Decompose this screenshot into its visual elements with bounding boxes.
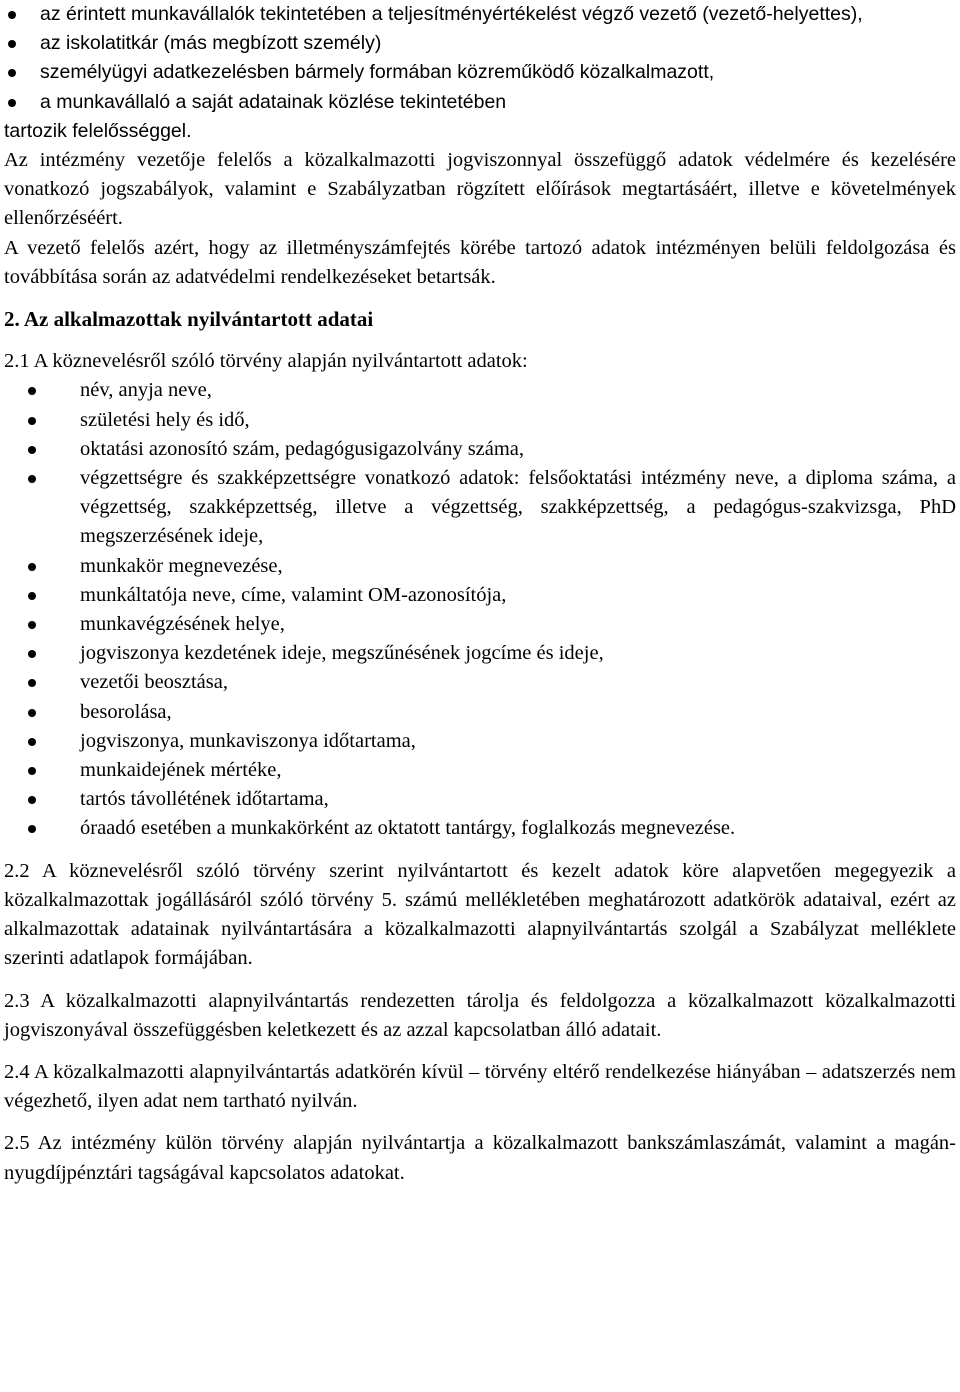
- bullet-icon: [28, 387, 36, 395]
- recorded-data-list: [4, 376, 956, 843]
- list-item: a munkavállaló a saját adatainak közlése tekintetében: [4, 88, 956, 117]
- list-item: munkáltatója neve, címe, valamint OM-azonosítója,: [4, 581, 956, 610]
- bullet-icon: [28, 679, 36, 687]
- responsible-persons-list: [4, 0, 956, 117]
- bullet-icon: [8, 69, 16, 77]
- bullet-icon: [28, 475, 36, 483]
- bullet-icon: [8, 11, 16, 19]
- bullet-icon: [28, 446, 36, 454]
- paragraph-head-responsibility: Az intézmény vezetője felelős a közalkalmazotti jogviszonnyal összefüggő adatok védelmére és kezelésére vonatkozó jogszabályok, valamint e Szabályzatban rögzített előírások megtartásáért, illetve e követelmények ellenőrzéséért.: [4, 149, 956, 230]
- bullet-icon: [28, 709, 36, 717]
- bullet-icon: [28, 738, 36, 746]
- bullet-icon: [8, 40, 16, 48]
- document-page: [4, 0, 956, 1188]
- list-item: oktatási azonosító szám, pedagógusigazolvány száma,: [4, 435, 956, 464]
- bullet-icon: [28, 650, 36, 658]
- list-item: munkaidejének mértéke,: [4, 756, 956, 785]
- list-item: név, anyja neve,: [4, 376, 956, 405]
- bullet-icon: [28, 621, 36, 629]
- section-2-1-intro: 2.1 A köznevelésről szóló törvény alapján nyilvántartott adatok:: [4, 350, 528, 373]
- list-item: munkavégzésének helye,: [4, 610, 956, 639]
- list-item: személyügyi adatkezelésben bármely formában közreműködő közalkalmazott,: [4, 58, 956, 87]
- bullet-icon: [28, 767, 36, 775]
- bullet-icon: [28, 825, 36, 833]
- section-2-5: 2.5 Az intézmény külön törvény alapján nyilvántartja a közalkalmazott bankszámlaszámát, valamint a magán-nyugdíjpénztári tagságával kapcsolatos adatokat.: [4, 1132, 956, 1184]
- paragraph-payroll: A vezető felelős azért, hogy az illetményszámfejtés körébe tartozó adatok intézményen belüli feldolgozása és továbbítása során az adatvédelmi rendelkezéseket betartsák.: [4, 236, 956, 288]
- bullet-icon: [28, 796, 36, 804]
- section-2-4: 2.4 A közalkalmazotti alapnyilvántartás adatkörén kívül – törvény eltérő rendelkezése hiányában – adatszerzés nem végezhető, ilyen adat nem tartható nyilván.: [4, 1060, 956, 1113]
- bullet-icon: [8, 99, 16, 107]
- bullet-icon: [28, 563, 36, 571]
- list-item: jogviszonya, munkaviszonya időtartama,: [4, 727, 956, 756]
- list-item: óraadó esetében a munkakörként az oktatott tantárgy, foglalkozás megnevezése.: [4, 814, 956, 843]
- section-heading: 2. Az alkalmazottak nyilvántartott adatai: [4, 307, 374, 332]
- bullet-icon: [28, 592, 36, 600]
- list-item: besorolása,: [4, 698, 956, 727]
- list-item: tartós távollétének időtartama,: [4, 785, 956, 814]
- list-item: végzettségre és szakképzettségre vonatkozó adatok: felsőoktatási intézmény neve, a diploma száma, a végzettség, szakképzettség, illetve a végzettség, szakképzettség, a pedagógus-szakvizsga, PhD megszerzésének ideje,: [4, 464, 956, 552]
- bullet-icon: [28, 417, 36, 425]
- section-2-2: 2.2 A köznevelésről szóló törvény szerint nyilvántartott és kezelt adatok köre alapvetően megegyezik a közalkalmazottak jogállásáról szóló törvény 5. számú mellékletében meghatározott adatkörök adataival, ezért az alkalmazottak adatainak nyilvántartására a közalkalmazotti alapnyilvántartás szolgál a Szabályzat melléklete szerinti adatlapok formájában.: [4, 859, 956, 970]
- list-item: jogviszonya kezdetének ideje, megszűnésének jogcíme és ideje,: [4, 639, 956, 668]
- list-item: munkakör megnevezése,: [4, 552, 956, 581]
- section-2-3: 2.3 A közalkalmazotti alapnyilvántartás rendezetten tárolja és feldolgozza a közalkalmazott közalkalmazotti jogviszonyával összefüggésben keletkezett és az azzal kapcsolatban álló adatait.: [4, 989, 956, 1041]
- responsibility-line: tartozik felelősséggel.: [4, 119, 192, 142]
- list-item: az iskolatitkár (más megbízott személy): [4, 29, 956, 58]
- list-item: az érintett munkavállalók tekintetében a teljesítményértékelést végző vezető (vezető-helyettes),: [4, 0, 956, 29]
- list-item: születési hely és idő,: [4, 406, 956, 435]
- list-item: vezetői beosztása,: [4, 668, 956, 697]
